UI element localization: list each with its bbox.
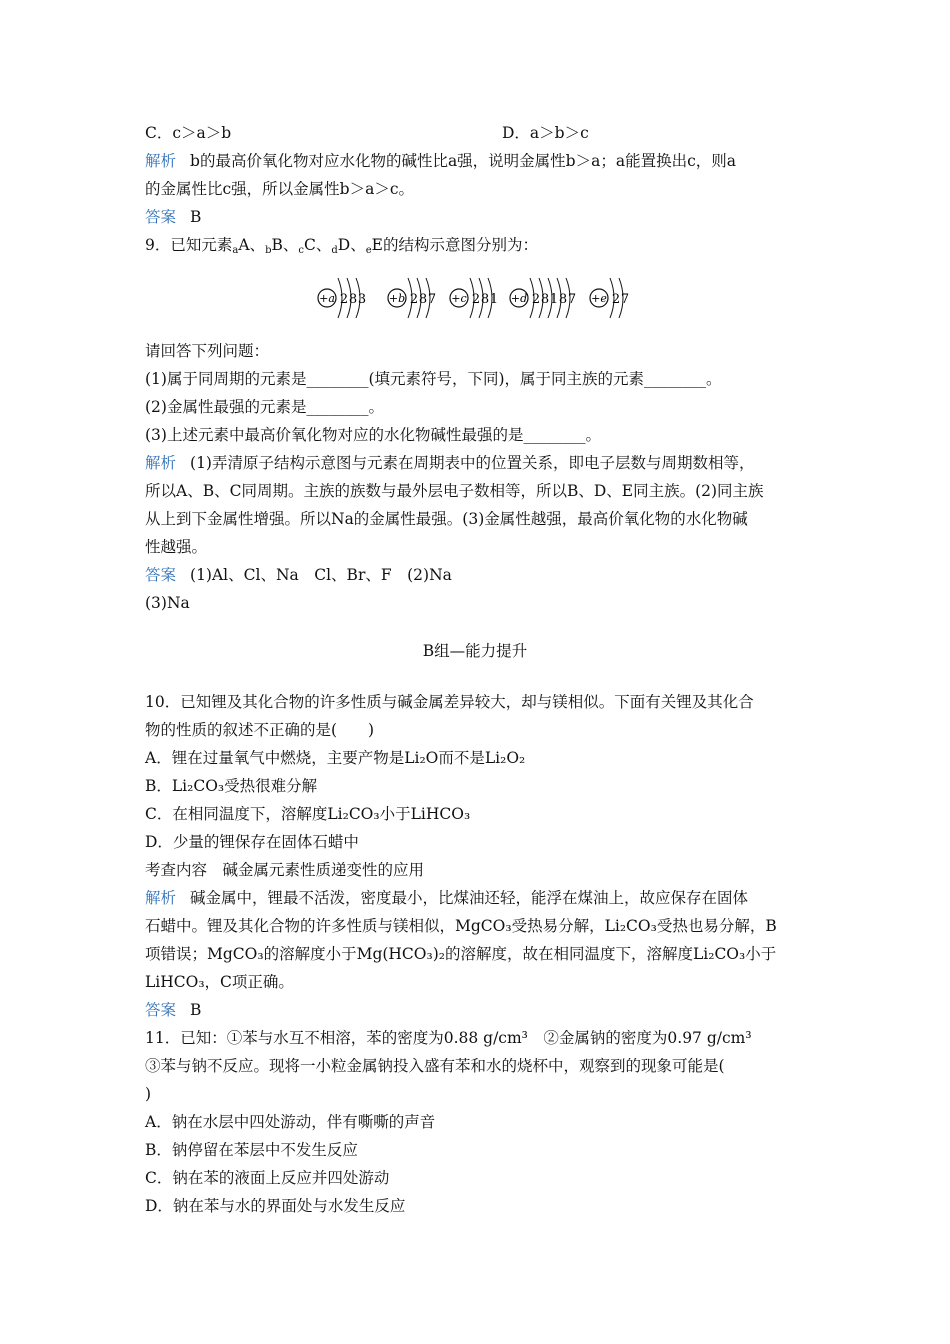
q10-analysis-line-2: 石蜡中。锂及其化合物的许多性质与镁相似，MgCO₃受热易分解，Li₂CO₃受热也易分解，B (145, 917, 777, 935)
electron-count: 7 (567, 292, 577, 307)
q8-option-d: D．a＞b＞c (502, 124, 589, 142)
q9-element-c: $_c$C、 (298, 236, 332, 256)
q9-analysis-line-2: 所以A、B、C同周期。主族的族数与最外层电子数相等，所以B、D、E同主族。(2)同主族 (145, 482, 764, 500)
q9-answer-line-2: (3)Na (145, 594, 190, 612)
electron-count: 8 (558, 292, 568, 307)
q11-option-a: A．钠在水层中四处游动，伴有嘶嘶的声音 (145, 1113, 436, 1131)
q9-element-e: $_e$E (365, 236, 383, 256)
q10-option-b: B．Li₂CO₃受热很难分解 (145, 777, 318, 795)
electron-count: 2 (409, 292, 419, 307)
analysis-tag: 解析 (145, 889, 177, 907)
q10-answer-line (145, 1000, 201, 1020)
q11-option-b: B．钠停留在苯层中不发生反应 (145, 1141, 358, 1159)
answer-tag: 答案 (145, 1001, 177, 1019)
atom-diagram (450, 278, 498, 318)
q9-stem (145, 235, 538, 255)
electron-count: 2 (531, 292, 541, 307)
electron-count: 7 (427, 292, 437, 307)
q10-topic: 考查内容 碱金属元素性质递变性的应用 (145, 861, 425, 879)
q11-option-d: D．钠在苯与水的界面处与水发生反应 (145, 1197, 406, 1215)
q9-analysis-line-3: 从上到下金属性增强。所以Na的金属性最强。(3)金属性越强，最高价氧化物的水化物碱 (145, 510, 748, 528)
electron-count: 2 (339, 292, 349, 307)
q9-prompt: 请回答下列问题： (145, 342, 270, 360)
q8-analysis-line-1 (145, 151, 736, 171)
q10-analysis-line-1 (145, 888, 748, 908)
section-title: B组—能力提升 (422, 642, 528, 660)
q9-answer-line-1 (145, 565, 452, 585)
atomic-structure-diagrams (310, 272, 640, 327)
q9-sub-question-1: (1)属于同周期的元素是________(填元素符号，下同)，属于同主族的元素________。 (145, 370, 722, 388)
q9-sub-question-2: (2)金属性最强的元素是________。 (145, 398, 384, 416)
electron-count: 3 (357, 292, 367, 307)
q9-element-b: $_b$B、 (265, 236, 299, 256)
electron-count: 8 (418, 292, 428, 307)
electron-count: 2 (471, 292, 481, 307)
atom-diagram (318, 278, 366, 318)
q8-option-c: C．c＞a＞b (145, 124, 232, 142)
q9-answer-1: (1)Al、Cl、Na Cl、Br、F (2)Na (190, 566, 452, 584)
electron-count: 1 (549, 292, 559, 307)
q10-stem-line-1: 10．已知锂及其化合物的许多性质与碱金属差异较大，却与镁相似。下面有关锂及其化合 (145, 693, 754, 711)
q9-analysis-line-1 (145, 453, 754, 473)
nucleus-charge: +c (451, 292, 467, 305)
answer-tag: 答案 (145, 208, 177, 226)
q9-stem-post: 的结构示意图分别为： (382, 236, 538, 254)
q9-analysis-text-1: (1)弄清原子结构示意图与元素在周期表中的位置关系，即电子层数与周期数相等， (190, 454, 755, 472)
nucleus-charge: +e (591, 292, 607, 305)
q11-stem-line-2: ③苯与钠不反应。现将一小粒金属钠投入盛有苯和水的烧杯中，观察到的现象可能是( (145, 1057, 725, 1075)
electron-count: 2 (611, 292, 621, 307)
q8-answer: B (190, 208, 202, 226)
electron-count: 7 (620, 292, 630, 307)
q9-analysis-line-4: 性越强。 (145, 538, 208, 556)
nucleus-charge: +d (510, 292, 528, 305)
electron-count: 1 (489, 292, 499, 307)
q10-analysis-line-3: 项错误；MgCO₃的溶解度小于Mg(HCO₃)₂的溶解度，故在相同温度下，溶解度Li₂CO₃小于 (145, 945, 777, 963)
q10-analysis-line-4: LiHCO₃，C项正确。 (145, 973, 294, 991)
q10-option-d: D．少量的锂保存在固体石蜡中 (145, 833, 359, 851)
q8-analysis-text-1: b的最高价氧化物对应水化物的碱性比a强，说明金属性b＞a；a能置换出c，则a (190, 152, 737, 170)
q8-analysis-line-2: 的金属性比c强，所以金属性b＞a＞c。 (145, 180, 415, 198)
q10-option-c: C．在相同温度下，溶解度Li₂CO₃小于LiHCO₃ (145, 805, 471, 823)
electron-count: 8 (480, 292, 490, 307)
nucleus-charge: +a (319, 292, 335, 305)
analysis-tag: 解析 (145, 454, 177, 472)
atom-diagram (388, 278, 436, 318)
q8-answer-line (145, 207, 201, 227)
q11-option-c: C．钠在苯的液面上反应并四处游动 (145, 1169, 390, 1187)
atom-diagram (510, 278, 576, 318)
q9-element-d: $_d$D、 (331, 236, 366, 256)
q10-answer: B (190, 1001, 202, 1019)
q11-stem-line-1: 11．已知：①苯与水互不相溶，苯的密度为0.88 g/cm³ ②金属钠的密度为0.97 g/cm³ (145, 1029, 752, 1047)
q11-stem-line-3: ) (145, 1085, 152, 1103)
q10-stem-line-2: 物的性质的叙述不正确的是( ) (145, 721, 375, 739)
electron-count: 8 (540, 292, 550, 307)
analysis-tag: 解析 (145, 152, 177, 170)
q9-stem-pre: 9．已知元素 (145, 236, 233, 254)
q10-analysis-text-1: 碱金属中，锂最不活泼，密度最小，比煤油还轻，能浮在煤油上，故应保存在固体 (190, 889, 749, 907)
nucleus-charge: +b (388, 292, 406, 305)
q9-element-a: $_a$A、 (232, 236, 266, 256)
atom-diagram (590, 278, 629, 318)
electron-count: 8 (348, 292, 358, 307)
answer-tag: 答案 (145, 566, 177, 584)
q10-option-a: A．锂在过量氧气中燃烧，主要产物是Li₂O而不是Li₂O₂ (145, 749, 526, 767)
q9-sub-question-3: (3)上述元素中最高价氧化物对应的水化物碱性最强的是________。 (145, 426, 601, 444)
